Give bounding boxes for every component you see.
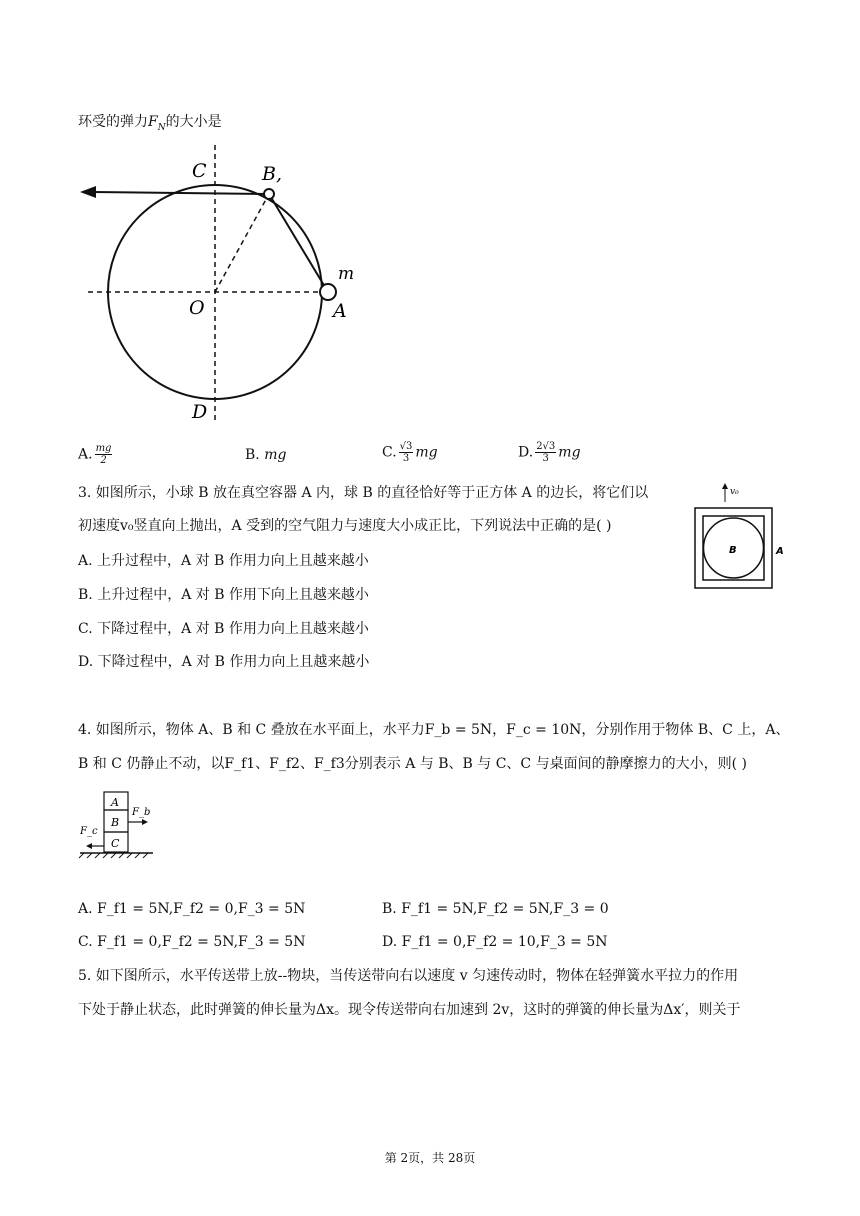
label-a: A xyxy=(333,300,347,322)
label-fc: F_c xyxy=(80,826,98,837)
option-a-denominator: 2 xyxy=(100,455,107,466)
q3-option-c[interactable]: C. 下降过程中，A 对 B 作用力向上且越来越小 xyxy=(78,621,369,637)
intro-prefix: 环受的弹力 xyxy=(78,114,148,130)
force-arrow-head xyxy=(80,186,96,198)
ring-b xyxy=(264,189,274,199)
option-d-fraction xyxy=(535,441,556,464)
figure-circle-diagram xyxy=(70,140,370,430)
label-fb: F_b xyxy=(132,807,151,818)
label-ball-b: B xyxy=(729,545,737,556)
figure-stacked-blocks xyxy=(78,790,168,862)
q4-option-a[interactable]: A. F_f1 = 5N,F_f2 = 0,F_3 = 5N xyxy=(78,901,306,917)
label-block-a: A xyxy=(111,796,119,809)
q4-option-b[interactable]: B. F_f1 = 5N,F_f2 = 5N,F_3 = 0 xyxy=(382,901,609,917)
q4-option-c[interactable]: C. F_f1 = 0,F_f2 = 5N,F_3 = 5N xyxy=(78,934,306,950)
q4-option-d[interactable]: D. F_f1 = 0,F_f2 = 10,F_3 = 5N xyxy=(382,934,608,950)
option-d-label: D. xyxy=(518,444,534,461)
option-b[interactable] xyxy=(245,447,286,463)
radius-dashed-ob xyxy=(215,194,269,292)
force-fb-arrow-head xyxy=(142,819,148,825)
option-d-tail: mg xyxy=(558,444,581,461)
option-c-fraction xyxy=(399,441,414,464)
page-footer: 第 2页，共 28页 xyxy=(384,1151,476,1165)
force-arrow-line xyxy=(92,192,269,194)
label-c: C xyxy=(192,160,207,182)
figure-container-ball xyxy=(693,482,793,592)
question-intro-line xyxy=(78,112,222,138)
option-b-label: B. xyxy=(245,447,260,463)
label-v0: v₀ xyxy=(730,487,739,497)
intro-var: F xyxy=(148,114,158,130)
option-c-label: C. xyxy=(382,444,397,461)
option-d-denominator: 3 xyxy=(542,453,549,464)
option-c-numerator: √3 xyxy=(399,441,413,452)
intro-suffix: 的大小是 xyxy=(165,114,222,130)
q5-stem-line-2: 下处于静止状态，此时弹簧的伸长量为Δx。现令传送带向右加速到 2v，这时的弹簧的伸长量为Δx′，则关于 xyxy=(78,1002,741,1018)
q3-option-b[interactable]: B. 上升过程中，A 对 B 作用下向上且越来越小 xyxy=(78,587,369,603)
option-a-label: A. xyxy=(78,446,93,463)
label-m: m xyxy=(338,264,355,284)
option-a[interactable] xyxy=(78,443,114,466)
option-b-text: mg xyxy=(264,447,287,463)
q4-stem-line-2: B 和 C 仍静止不动，以F_f1、F_f2、F_f3分别表示 A 与 B、B 与 C、C 与桌面间的静摩擦力的大小，则( ) xyxy=(78,756,747,772)
label-container-a: A xyxy=(776,546,784,557)
option-c-denominator: 3 xyxy=(402,453,410,464)
option-c-tail: mg xyxy=(415,444,438,461)
q5-stem-line-1: 5. 如下图所示，水平传送带上放--物块，当传送带向右以速度 v 匀速传动时，物体在轻弹簧水平拉力的作用 xyxy=(78,968,739,984)
q3-stem-line-2: 初速度v₀竖直向上抛出，A 受到的空气阻力与速度大小成正比，下列说法中正确的是( ) xyxy=(78,518,612,534)
q3-option-d[interactable]: D. 下降过程中，A 对 B 作用力向上且越来越小 xyxy=(78,654,370,670)
intro-sub: N xyxy=(157,122,166,133)
velocity-arrow-head xyxy=(722,483,728,489)
label-d: D xyxy=(192,401,208,423)
label-block-b: B xyxy=(111,816,120,829)
label-block-c: C xyxy=(111,837,120,850)
q4-stem-line-1: 4. 如图所示，物体 A、B 和 C 叠放在水平面上，水平力F_b = 5N，F_c = 10N，分别作用于物体 B、C 上，A、 xyxy=(78,722,790,738)
option-d-numerator: 2√3 xyxy=(536,441,556,452)
option-a-numerator: mg xyxy=(95,443,112,454)
q3-option-a[interactable]: A. 上升过程中，A 对 B 作用力向上且越来越小 xyxy=(78,553,369,569)
rod-ba xyxy=(269,194,328,292)
label-o: O xyxy=(189,297,205,319)
ball-a xyxy=(320,284,336,300)
option-c[interactable] xyxy=(382,441,438,464)
option-d[interactable] xyxy=(518,441,581,464)
force-fc-arrow-head xyxy=(86,843,92,849)
q3-stem-line-1: 3. 如图所示，小球 B 放在真空容器 A 内，球 B 的直径恰好等于正方体 A 的边长，将它们以 xyxy=(78,485,649,501)
option-a-fraction xyxy=(95,443,113,466)
label-b: B, xyxy=(262,163,283,185)
